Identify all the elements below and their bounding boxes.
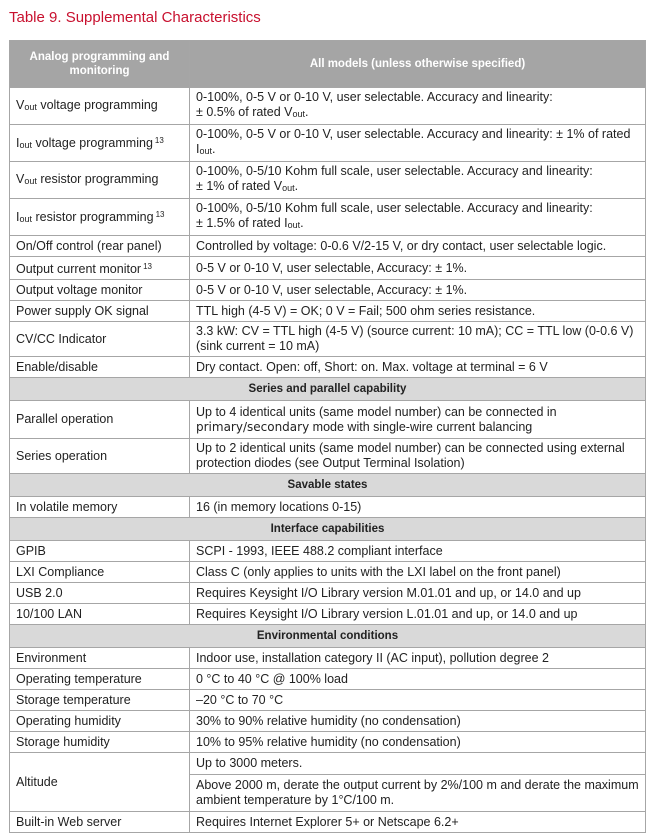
- section-header-environmental: [10, 625, 646, 648]
- row-label: Power supply OK signal: [10, 301, 190, 322]
- row-value: 3.3 kW: CV = TTL high (4-5 V) (source current: 10 mA); CC = TTL low (0-0.6 V) (sink current = 10 mA): [190, 322, 646, 357]
- row-value: SCPI - 1993, IEEE 488.2 compliant interface: [190, 541, 646, 562]
- row-label: USB 2.0: [10, 583, 190, 604]
- table-row: [10, 301, 646, 322]
- row-label: 10/100 LAN: [10, 604, 190, 625]
- table-row: [10, 690, 646, 711]
- row-label: $I_{out}$ resistor programming $^{13}$: [10, 199, 190, 236]
- row-label: Storage humidity: [10, 732, 190, 753]
- row-label: Operating humidity: [10, 711, 190, 732]
- header-analog-programming: Analog programming and monitoring: [10, 41, 190, 88]
- row-label: $I_{out}$ voltage programming $^{13}$: [10, 125, 190, 162]
- table-row: [10, 401, 646, 439]
- section-title: Savable states: [10, 474, 646, 497]
- row-value: Up to 2 identical units (same model number) can be connected using external protection diodes (see Output Terminal Isolation): [190, 439, 646, 474]
- table-row: [10, 280, 646, 301]
- supplemental-characteristics-table: [9, 40, 646, 833]
- row-label: $V_{out}$ resistor programming: [10, 162, 190, 199]
- section-title: Environmental conditions: [10, 625, 646, 648]
- table-row: [10, 732, 646, 753]
- row-label: Altitude: [10, 753, 190, 812]
- table-row: [10, 162, 646, 199]
- row-label: GPIB: [10, 541, 190, 562]
- row-label: Storage temperature: [10, 690, 190, 711]
- row-label: Enable/disable: [10, 357, 190, 378]
- row-value: Up to 4 identical units (same model number) can be connected in primary/secondary mode with single-wire current balancing: [190, 401, 646, 439]
- row-value: 0-100%, 0-5/10 Kohm full scale, user selectable. Accuracy and linearity: ± 1.5% of rated $I_{out}$.: [190, 199, 646, 236]
- row-value: 0 °C to 40 °C @ 100% load: [190, 669, 646, 690]
- row-label: Parallel operation: [10, 401, 190, 439]
- row-value: Requires Internet Explorer 5+ or Netscape 6.2+: [190, 812, 646, 833]
- row-label: Operating temperature: [10, 669, 190, 690]
- table-row: [10, 357, 646, 378]
- row-label: In volatile memory: [10, 497, 190, 518]
- row-value: 0-5 V or 0-10 V, user selectable, Accuracy: ± 1%.: [190, 257, 646, 280]
- row-value: –20 °C to 70 °C: [190, 690, 646, 711]
- table-row: [10, 541, 646, 562]
- row-label: On/Off control (rear panel): [10, 236, 190, 257]
- section-header-savable-states: [10, 474, 646, 497]
- table-row: [10, 439, 646, 474]
- table-row: [10, 648, 646, 669]
- row-value: Controlled by voltage: 0-0.6 V/2-15 V, or dry contact, user selectable logic.: [190, 236, 646, 257]
- row-label: Output voltage monitor: [10, 280, 190, 301]
- row-value: 10% to 95% relative humidity (no condensation): [190, 732, 646, 753]
- table-row: [10, 812, 646, 833]
- table-row: [10, 322, 646, 357]
- row-value: Requires Keysight I/O Library version L.01.01 and up, or 14.0 and up: [190, 604, 646, 625]
- table-row: [10, 669, 646, 690]
- table-row: [10, 562, 646, 583]
- row-value: Requires Keysight I/O Library version M.01.01 and up, or 14.0 and up: [190, 583, 646, 604]
- table-row: [10, 604, 646, 625]
- table-row: [10, 497, 646, 518]
- row-value: TTL high (4-5 V) = OK; 0 V = Fail; 500 ohm series resistance.: [190, 301, 646, 322]
- table-row: [10, 711, 646, 732]
- table-row: [10, 753, 646, 812]
- table-row: [10, 125, 646, 162]
- section-header-series-parallel: [10, 378, 646, 401]
- row-value: 30% to 90% relative humidity (no condensation): [190, 711, 646, 732]
- row-label: Series operation: [10, 439, 190, 474]
- table-row: [10, 583, 646, 604]
- row-value: Dry contact. Open: off, Short: on. Max. voltage at terminal = 6 V: [190, 357, 646, 378]
- row-value: 0-100%, 0-5 V or 0-10 V, user selectable. Accuracy and linearity: ± 1% of rated $I_{out}$.: [190, 125, 646, 162]
- table-row: [10, 88, 646, 125]
- row-label: CV/CC Indicator: [10, 322, 190, 357]
- row-value: Class C (only applies to units with the LXI label on the front panel): [190, 562, 646, 583]
- row-value: 16 (in memory locations 0-15): [190, 497, 646, 518]
- altitude-value-line-1: Up to 3000 meters.: [190, 753, 645, 775]
- row-value: [190, 753, 646, 812]
- table-header-row: [10, 41, 646, 88]
- row-value: 0-5 V or 0-10 V, user selectable, Accuracy: ± 1%.: [190, 280, 646, 301]
- table-row: [10, 257, 646, 280]
- row-value: 0-100%, 0-5 V or 0-10 V, user selectable. Accuracy and linearity: ± 0.5% of rated $V_{out}$.: [190, 88, 646, 125]
- section-title: Interface capabilities: [10, 518, 646, 541]
- section-title: Series and parallel capability: [10, 378, 646, 401]
- row-label: Built-in Web server: [10, 812, 190, 833]
- altitude-value-line-2: Above 2000 m, derate the output current by 2%/100 m and derate the maximum ambient temperature by 1°C/100 m.: [196, 778, 639, 807]
- row-label: LXI Compliance: [10, 562, 190, 583]
- section-header-interface: [10, 518, 646, 541]
- row-label: Output current monitor $^{13}$: [10, 257, 190, 280]
- header-all-models: All models (unless otherwise specified): [190, 41, 646, 88]
- table-title: Table 9. Supplemental Characteristics: [9, 9, 261, 26]
- row-value: 0-100%, 0-5/10 Kohm full scale, user selectable. Accuracy and linearity: ± 1% of rated $V_{out}$.: [190, 162, 646, 199]
- row-label: $V_{out}$ voltage programming: [10, 88, 190, 125]
- table-row: [10, 236, 646, 257]
- row-value: Indoor use, installation category II (AC input), pollution degree 2: [190, 648, 646, 669]
- table-row: [10, 199, 646, 236]
- row-label: Environment: [10, 648, 190, 669]
